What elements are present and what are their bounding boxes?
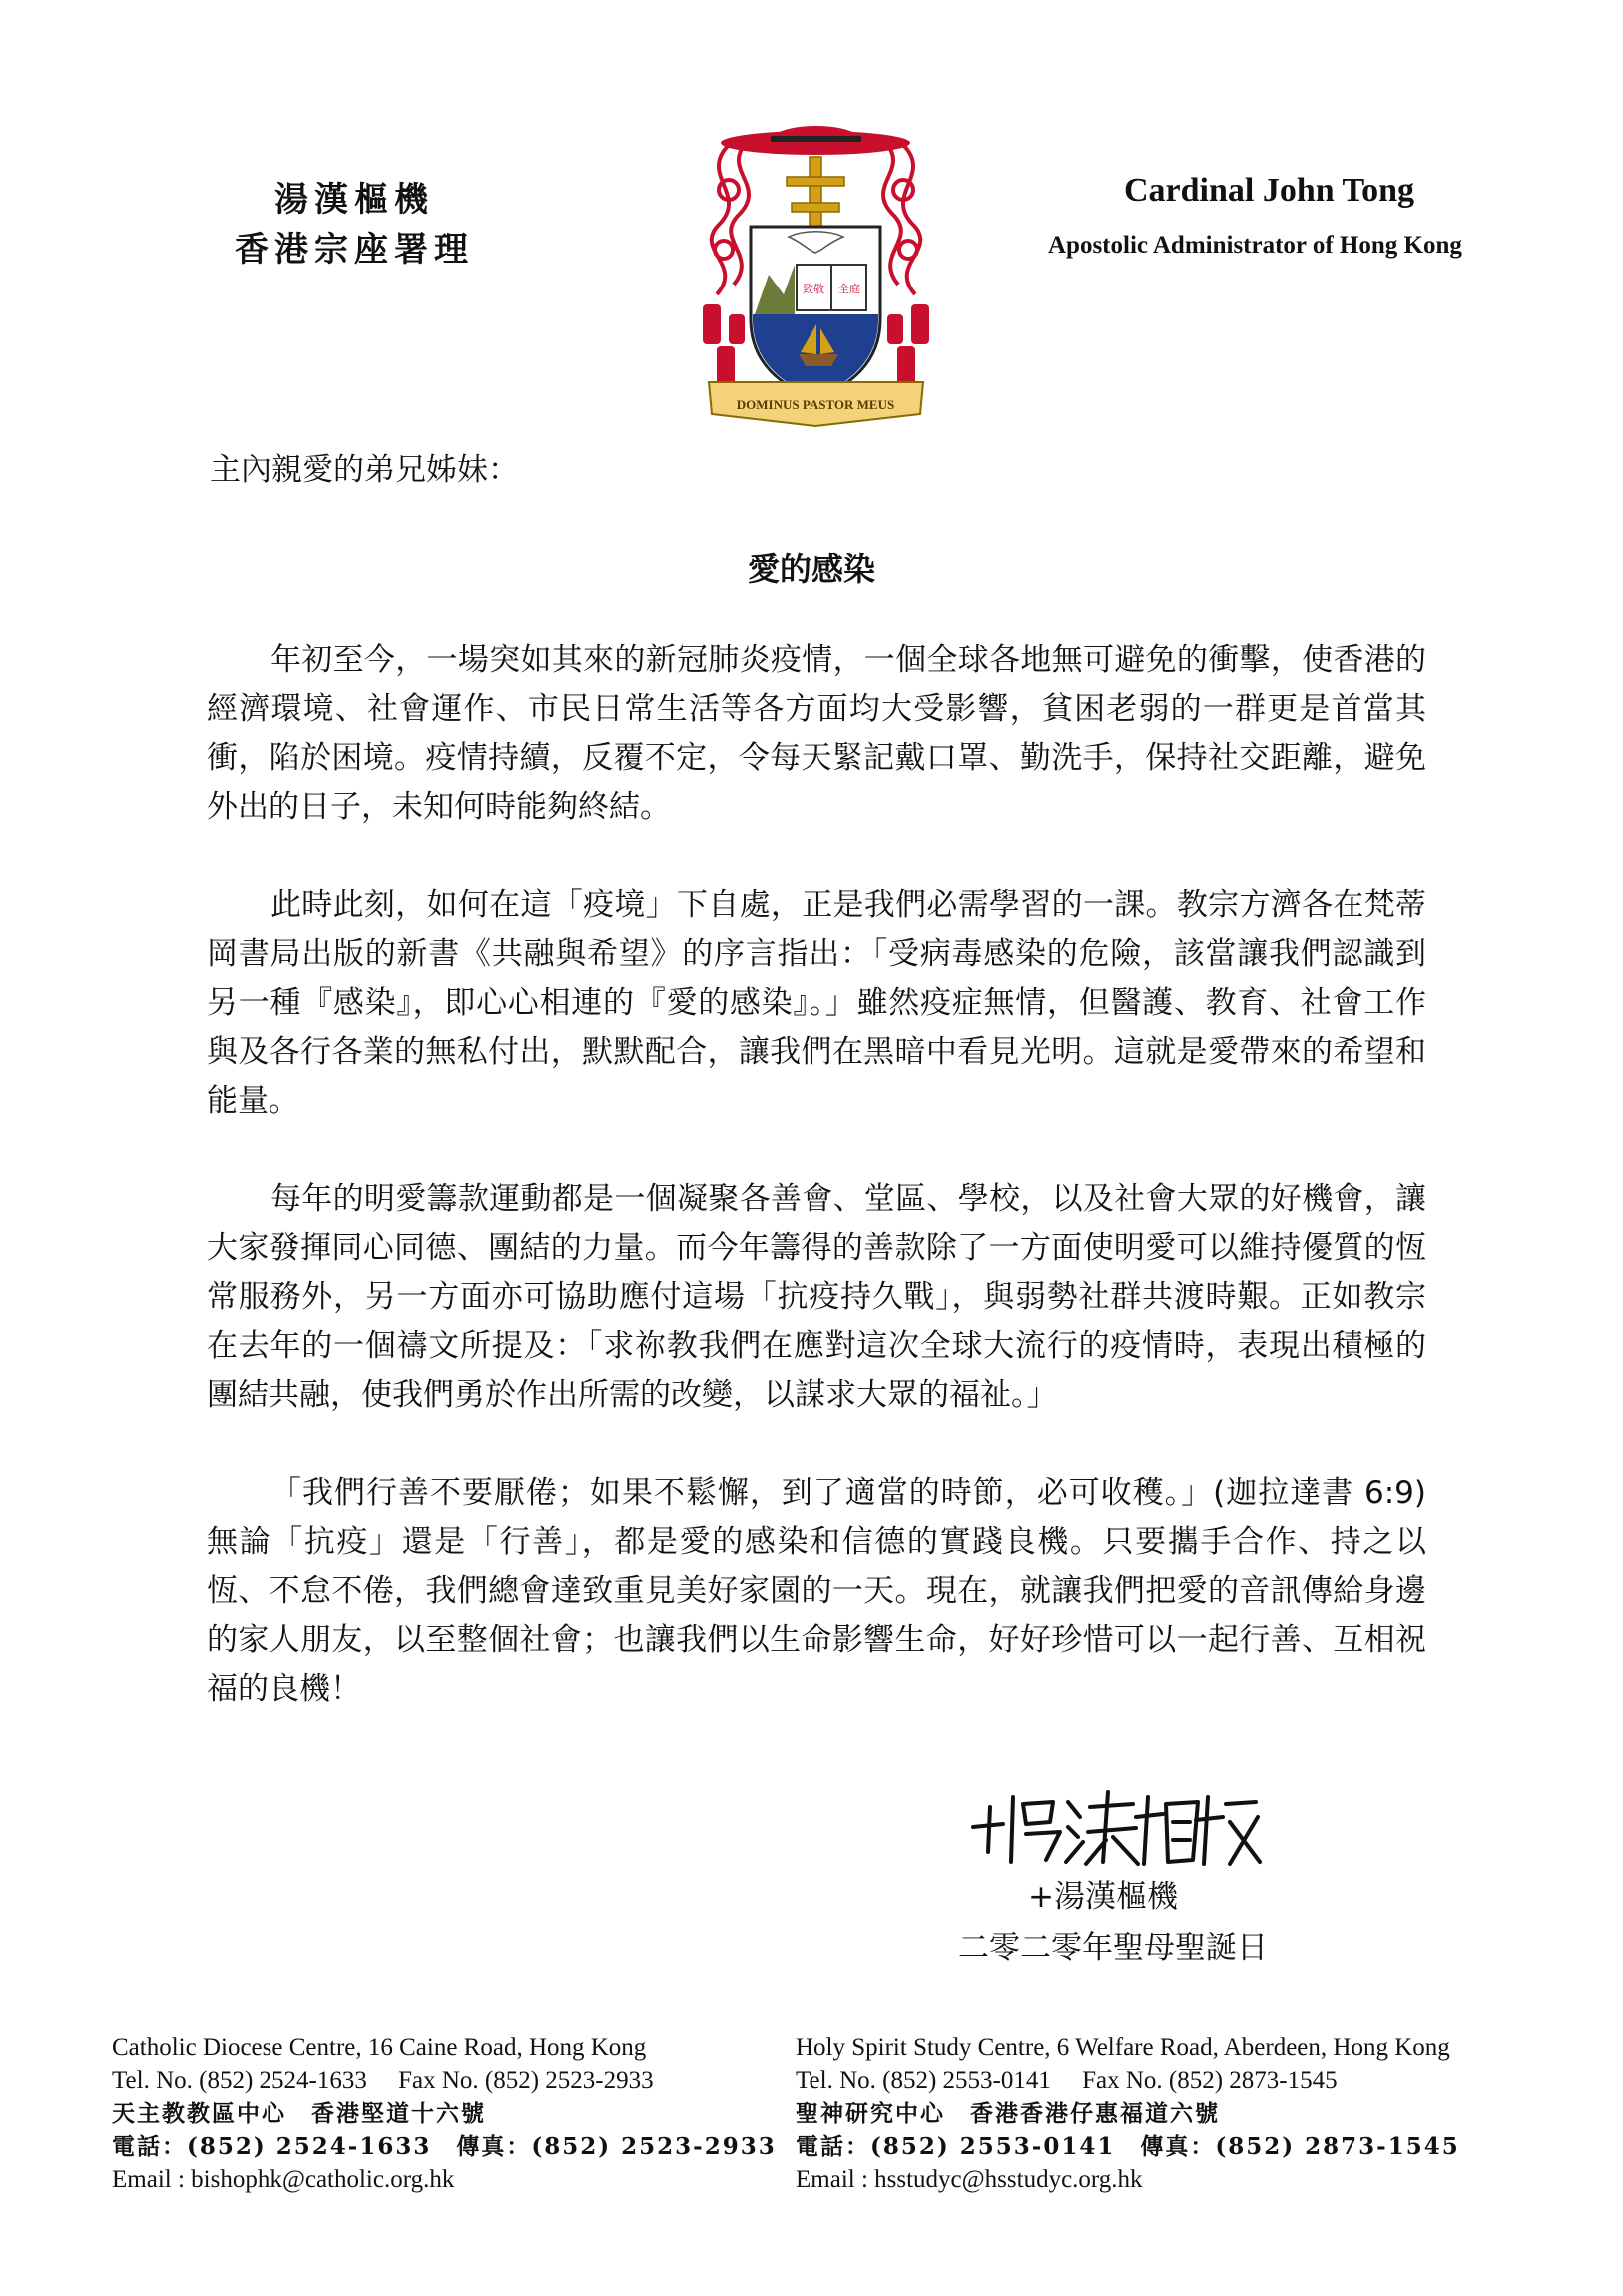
footer-left-phone-zh: 電話：(852) 2524-1633 傳真：(852) 2523-2933 bbox=[112, 2133, 777, 2160]
paragraph-3: 每年的明愛籌款運動都是一個凝聚各善會、堂區、學校，以及社會大眾的好機會，讓大家發揮同心同德、團結的力量。而今年籌得的善款除了一方面使明愛可以維持優質的恆常服務外，另一方面亦可協助應付這場「抗疫持久戰」，與弱勢社群共渡時艱。正如教宗在去年的一個禱文所提及：「求祢教我們在應對這次全球大流行的疫情時，表現出積極的團結共融，使我們勇於作出所需的改變，以謀求大眾的福祉。」 bbox=[207, 1181, 1426, 1413]
handwritten-signature bbox=[968, 1782, 1268, 1872]
footer-right-phone-zh: 電話：(852) 2553-0141 傳真：(852) 2873-1545 bbox=[796, 2133, 1460, 2160]
footer-left-phone-en: Tel. No. (852) 2524-1633 Fax No. (852) 2523-2933 bbox=[112, 2067, 654, 2094]
crest-book-right-text: 全庭 bbox=[838, 283, 860, 295]
paragraph-1: 年初至今，一場突如其來的新冠肺炎疫情，一個全球各地無可避免的衝擊，使香港的經濟環境、社會運作、市民日常生活等各方面均大受影響，貧困老弱的一群更是首當其衝，陷於困境。疫情持續，反覆不定，令每天緊記戴口罩、勤洗手，保持社交距離，避免外出的日子，未知何時能夠終結。 bbox=[207, 642, 1426, 825]
footer-left-email[interactable]: Email : bishophk@catholic.org.hk bbox=[112, 2166, 455, 2193]
header-zh-title: 香港宗座署理 bbox=[235, 230, 474, 270]
paragraph-2: 此時此刻，如何在這「疫境」下自處，正是我們必需學習的一課。教宗方濟各在梵蒂岡書局出版的新書《共融與希望》的序言指出：「受病毒感染的危險，該當讓我們認識到另一種『感染』，即心心相連的『愛的感染』。」雖然疫症無情，但醫護、教育、社會工作與及各行各業的無私付出，默默配合，讓我們在黑暗中看見光明。這就是愛帶來的希望和能量。 bbox=[207, 887, 1426, 1119]
crest-book-left-text: 致敬 bbox=[803, 283, 824, 295]
paragraph-4: 「我們行善不要厭倦；如果不鬆懈，到了適當的時節，必可收穫。」(迦拉達書 6:9) 無論「抗疫」還是「行善」，都是愛的感染和信德的實踐良機。只要攜手合作、持之以恆、不怠不倦，我們總會達致重見美好家園的一天。現在，就讓我們把愛的音訊傳給身邊的家人朋友，以至整個社會；也讓我們以生命影響生命，好好珍惜可以一起行善、互相祝福的良機！ bbox=[207, 1475, 1426, 1707]
footer-right-address-en: Holy Spirit Study Centre, 6 Welfare Road, Aberdeen, Hong Kong bbox=[796, 2034, 1450, 2061]
salutation: 主內親愛的弟兄姊妹： bbox=[210, 452, 519, 488]
footer-right-email[interactable]: Email : hsstudyc@hsstudyc.org.hk bbox=[796, 2166, 1143, 2193]
crest-motto-text: DOMINUS PASTOR MEUS bbox=[736, 397, 895, 412]
header-en-title: Apostolic Administrator of Hong Kong bbox=[1048, 232, 1462, 259]
letter-date: 二零二零年聖母聖誕日 bbox=[958, 1930, 1268, 1966]
footer-left bbox=[112, 2031, 777, 2196]
footer-left-address-zh: 天主教教區中心 香港堅道十六號 bbox=[112, 2100, 486, 2127]
letter-title: 愛的感染 bbox=[747, 550, 875, 588]
signature-name: +湯漢樞機 bbox=[1028, 1879, 1178, 1915]
footer-right bbox=[796, 2031, 1460, 2196]
cardinal-coat-of-arms-icon bbox=[689, 115, 943, 434]
footer-left-address-en: Catholic Diocese Centre, 16 Caine Road, Hong Kong bbox=[112, 2034, 647, 2061]
footer-right-address-zh: 聖神研究中心 香港香港仔惠福道六號 bbox=[796, 2100, 1220, 2127]
header-en-name: Cardinal John Tong bbox=[1124, 172, 1415, 209]
footer-right-phone-en: Tel. No. (852) 2553-0141 Fax No. (852) 2873-1545 bbox=[796, 2067, 1338, 2094]
header-zh-name: 湯漢樞機 bbox=[274, 180, 434, 220]
